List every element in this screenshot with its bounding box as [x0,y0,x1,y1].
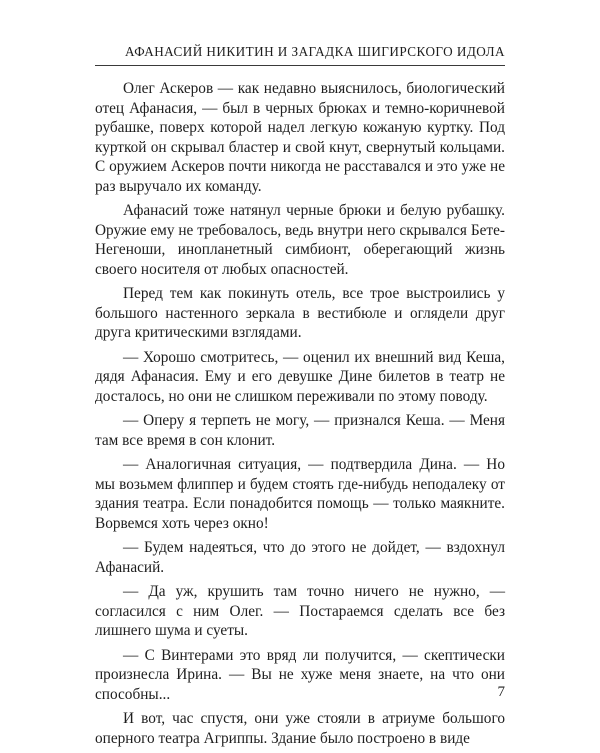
paragraph: — Аналогичная ситуация, — подтвердила Дина. — Но мы возьмем флиппер и будем стоять где-нибудь неподалеку от здания театра. Если понадобится помощь — только маякните. Ворвемся хоть через окно! [95,456,505,532]
paragraph: Афанасий тоже натянул черные брюки и белую рубашку. Оружие ему не требовалось, ведь внутри него скрывался Бете-Негеноши, инопланетный симбионт, оберегающий жизнь своего носителя от любых опасностей. [95,202,505,278]
body-text [95,79,505,753]
paragraph: И вот, час спустя, они уже стояли в атриуме большого оперного театра Агриппы. Здание было построено в виде [95,710,505,747]
page-number: 7 [497,684,505,700]
header-rule [95,65,505,66]
paragraph: — С Винтерами это вряд ли получится, — скептически произнесла Ирина. — Вы не хуже меня знаете, на что они способны... [95,646,505,703]
paragraph: Олег Аскеров — как недавно выяснилось, биологический отец Афанасия, — был в черных брюках и темно-коричневой рубашке, поверх которой надел легкую кожаную куртку. Под курткой он скрывал бластер и свой кнут, свернутый кольцами. С оружием Аскеров почти никогда не расставался и это уже не раз выручало их команду. [95,80,505,195]
paragraph: — Оперу я терпеть не могу, — признался Кеша. — Меня там все время в сон клонит. [95,412,505,449]
paragraph: — Хорошо смотритесь, — оценил их внешний вид Кеша, дядя Афанасия. Ему и его девушке Дине билетов в театр не досталось, но они не слишком переживали по этому поводу. [95,348,505,405]
paragraph: — Да уж, крушить там точно ничего не нужно, — согласился с ним Олег. — Постараемся сделать все без лишнего шума и суеты. [95,583,505,639]
paragraph: Перед тем как покинуть отель, все трое выстроились у большого настенного зеркала в вестибюле и оглядели друг друга критическими взглядами. [95,285,505,341]
running-title: АФАНАСИЙ НИКИТИН И ЗАГАДКА ШИГИРСКОГО ИДОЛА [125,44,505,59]
paragraph: — Будем надеяться, что до этого не дойдет, — вздохнул Афанасий. [95,539,505,576]
